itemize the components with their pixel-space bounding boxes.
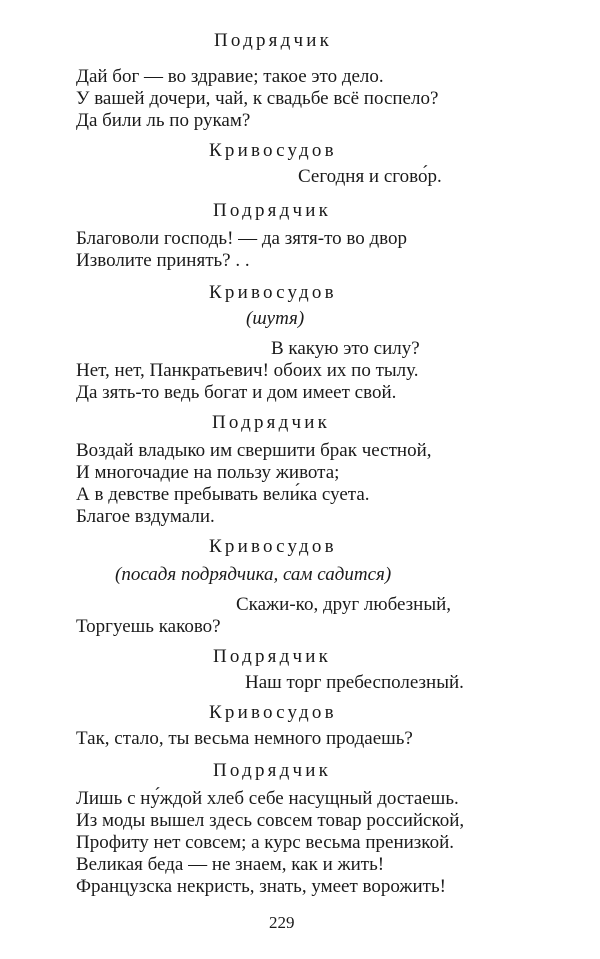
speaker-name: Кривосудов: [209, 536, 337, 557]
verse-line: Лишь с ну́ждой хлеб себе насущный достаешь.: [76, 788, 459, 809]
verse-line: А в девстве пребывать вели́ка суета.: [76, 484, 370, 505]
verse-line: Наш торг пребесполезный.: [245, 672, 464, 693]
speaker-name: Кривосудов: [209, 702, 337, 723]
verse-line: Сегодня и сгово́р.: [298, 166, 442, 187]
verse-line: Нет, нет, Панкратьевич! обоих их по тылу.: [76, 360, 419, 381]
verse-line: В какую это силу?: [271, 338, 420, 359]
verse-line: Да били ль по рукам?: [76, 110, 251, 131]
verse-line: У вашей дочери, чай, к свадьбе всё поспело?: [76, 88, 439, 109]
verse-line: Великая беда — не знаем, как и жить!: [76, 854, 385, 875]
stage-direction: (посадя подрядчика, сам садится): [115, 564, 392, 585]
speaker-name: Подрядчик: [212, 412, 331, 433]
verse-line: Так, стало, ты весьма немного продаешь?: [76, 728, 413, 749]
verse-line: Французска некристь, знать, умеет ворожить!: [76, 876, 446, 897]
verse-line: Торгуешь каково?: [76, 616, 221, 637]
verse-line: Да зять-то ведь богат и дом имеет свой.: [76, 382, 397, 403]
speaker-name: Подрядчик: [213, 760, 332, 781]
verse-line: Дай бог — во здравие; такое это дело.: [76, 66, 384, 87]
verse-line: Благоволи господь! — да зятя-то во двор: [76, 228, 408, 249]
speaker-name: Подрядчик: [213, 200, 332, 221]
speaker-name: Подрядчик: [214, 30, 333, 51]
verse-line: И многочадие на пользу живота;: [76, 462, 340, 483]
verse-line: Из моды вышел здесь совсем товар российской,: [76, 810, 465, 831]
stage-direction: (шутя): [246, 308, 305, 329]
speaker-name: Подрядчик: [213, 646, 332, 667]
verse-line: Воздай владыко им свершити брак честной,: [76, 440, 432, 461]
page-number: 229: [269, 913, 295, 932]
verse-line: Благое вздумали.: [76, 506, 215, 527]
verse-line: Изволите принять? . .: [76, 250, 250, 271]
verse-line: Профиту нет совсем; а курс весьма пренизкой.: [76, 832, 454, 853]
speaker-name: Кривосудов: [209, 140, 337, 161]
speaker-name: Кривосудов: [209, 282, 337, 303]
verse-line: Скажи-ко, друг любезный,: [236, 594, 452, 615]
